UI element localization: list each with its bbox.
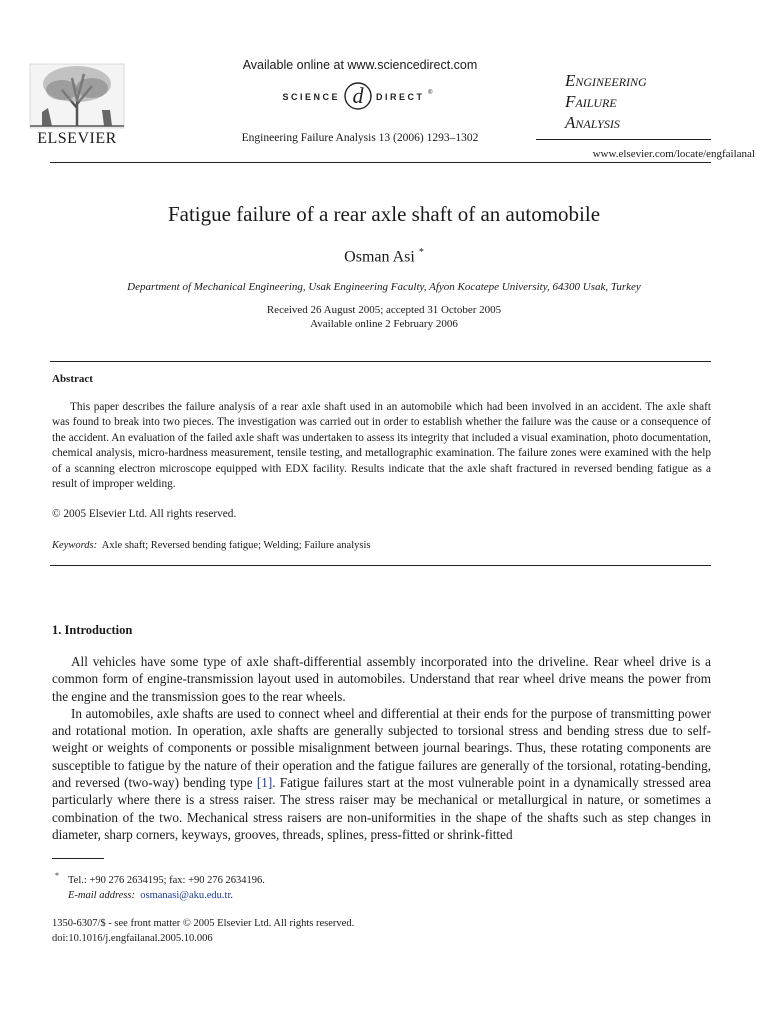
intro-paragraph: All vehicles have some type of axle shaft-differential assembly incorporated into the driveline. Rear wheel drive is a common form of engine-transmission layout used in automobiles. Understand that rear wheel drive means the power from the engine and the transmission goes to the rear wheels. <box>52 654 711 704</box>
intro-text: In automobiles, axle shafts are used to connect wheel and differential at their ends for the purpose of transmitting power and rotational motion. In operation, axle shafts are generally subjected to torsional stress and bending stress due to self-weight or weights of components or possible misalignment between journal bearings. Thus, these rotating components are susceptible to fatigue by the nature of their operation and the fatigue failures are generally of the torsional, rotating-bending, and reversed (two-way) bending type <box>52 705 711 791</box>
sd-left-text: SCIENCE <box>282 92 340 102</box>
sd-registered-mark: ® <box>428 90 433 96</box>
introduction-body <box>52 653 711 843</box>
publisher-name: ELSEVIER <box>37 130 117 147</box>
sciencedirect-logo <box>250 78 490 114</box>
paper-title: Fatigue failure of a rear axle shaft of an automobile <box>167 202 601 226</box>
abstract-copyright: © 2005 Elsevier Ltd. All rights reserved. <box>52 508 237 520</box>
keywords-line <box>52 540 370 551</box>
author-name: Osman Asi <box>344 248 415 266</box>
abstract-bottom-rule <box>50 565 711 566</box>
journal-title-line: Analysis <box>565 113 620 132</box>
journal-title-line: Failure <box>565 92 617 111</box>
journal-title-rule <box>536 139 711 140</box>
available-date: Available online 2 February 2006 <box>310 318 458 330</box>
author-line <box>40 247 728 266</box>
keywords-label: Keywords: <box>52 540 98 551</box>
abstract-text: This paper describes the failure analysis of a rear axle shaft used in an automobile which had been involved in an accident. The axle shaft was found to break into two pieces. The investigation was carried out in order to establish whether the failure was the cause or a consequence of the accident. An evaluation of the failed axle shaft was undertaken to assess its integrity that included a visual examination, photo documentation, chemical analysis, micro-hardness measurement, tensile testing, and metallographic examination. The failure zones were examined with the help of a scanning electron microscope equipped with EDX facility. Results indicate that the axle shaft fractured in reversed bending fatigue as a result of improper welding. <box>52 401 711 491</box>
available-online-text: Available online at www.sciencedirect.com <box>242 58 478 72</box>
section-heading-introduction: 1. Introduction <box>52 623 133 637</box>
received-date: Received 26 August 2005; accepted 31 October 2005 <box>266 304 502 316</box>
footnote-rule <box>52 858 104 859</box>
abstract-heading: Abstract <box>52 373 93 385</box>
citation-link[interactable]: [1] <box>256 775 273 791</box>
issn-line: 1350-6307/$ - see front matter © 2005 Elsevier Ltd. All rights reserved. <box>52 918 355 929</box>
affiliation: Department of Mechanical Engineering, Usak Engineering Faculty, Afyon Kocatepe University, 64300 Usak, Turkey <box>127 281 641 293</box>
dates-block <box>40 303 728 331</box>
keywords-list: Axle shaft; Reversed bending fatigue; Welding; Failure analysis <box>101 540 371 551</box>
sd-at-icon: d <box>352 83 364 108</box>
footnote-phone: Tel.: +90 276 2634195; fax: +90 276 2634196. <box>68 875 265 886</box>
journal-reference: Engineering Failure Analysis 13 (2006) 1293–1302 <box>241 132 479 144</box>
footnote-mark: * <box>55 871 59 880</box>
intro-paragraph <box>52 705 711 843</box>
email-period: . <box>230 890 234 901</box>
email-link[interactable]: osmanasi@aku.edu.tr <box>140 890 231 901</box>
footnote-email-line <box>68 890 233 901</box>
journal-title-line: Engineering <box>565 71 647 90</box>
intro-text: . Fatigue failures start at the most vulnerable point in a dynamically stressed area particularly where there is a stress raiser. The stress raiser may be mechanical or metallurgical in nature, or sometimes a combination of the two. Mechanical stress raisers are non-uniformities in the shape of the shafts such as step changes in diameter, sharp corners, keyways, grooves, threads, splines, press-fitted or shrink-fitted <box>52 775 712 842</box>
email-label: E-mail address: <box>68 890 135 901</box>
abstract-top-rule <box>50 361 711 362</box>
sd-right-text: DIRECT <box>376 92 425 102</box>
doi-line: doi:10.1016/j.engfailanal.2005.10.006 <box>52 933 213 944</box>
journal-url-link[interactable]: www.elsevier.com/locate/engfailanal <box>592 148 755 160</box>
header-divider <box>50 162 711 163</box>
journal-title-block <box>565 70 755 133</box>
author-footnote-mark[interactable]: * <box>418 247 424 258</box>
